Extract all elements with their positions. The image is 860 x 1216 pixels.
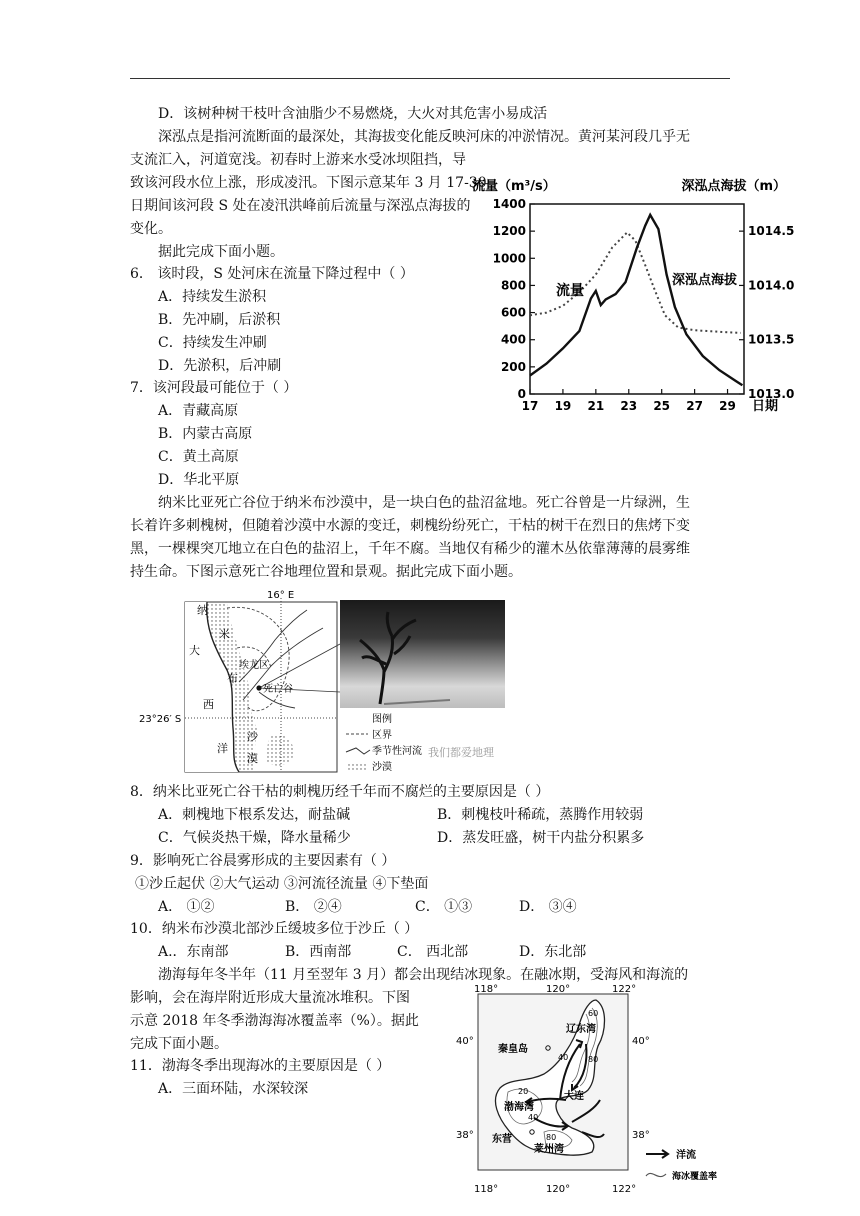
passage2-line: 长着许多刺槐树，但随着沙漠中水源的变迁，刺槐纷纷死亡，干枯的树干在烈日的焦烤下变 <box>130 518 690 534</box>
legend-title: 图例 <box>372 714 392 725</box>
q5-option-d: D．该树种树干枝叶含油脂少不易燃烧，大火对其危害小易成活 <box>158 106 548 122</box>
passage3-line: 完成下面小题。 <box>130 1036 228 1052</box>
left-tick-label: 1200 <box>492 224 526 239</box>
map-label-xi: 西 <box>203 698 214 711</box>
namibia-map <box>135 588 345 773</box>
q6-option-a: A．持续发生淤积 <box>158 289 267 305</box>
x-tick-label: 29 <box>719 399 736 413</box>
death-valley-photo <box>340 600 505 708</box>
contour-label: 20 <box>518 1087 529 1096</box>
x-tick-label: 27 <box>686 399 703 413</box>
namibia-map-legend <box>340 712 540 772</box>
legend-desert: 沙漠 <box>372 762 392 772</box>
place-bohai-bay: 渤海湾 <box>504 1102 534 1113</box>
right-tick-label: 1014.5 <box>748 224 795 239</box>
right-tick-label: 1014.0 <box>748 278 795 293</box>
q9-statements: ①沙丘起伏 ②大气运动 ③河流径流量 ④下垫面 <box>135 876 429 892</box>
watermark-text: 我们都爱地理 <box>428 746 494 759</box>
map-label-yang: 洋 <box>217 742 228 755</box>
left-axis-title: 流量（m³/s） <box>472 179 556 194</box>
map-label-bu: 布 <box>227 672 238 685</box>
q11-option-a: A．三面环陆，水深较深 <box>158 1081 309 1097</box>
passage1-line: 日期间该河段 S 处在凌汛洪峰前后流量与深泓点海拔的 <box>130 198 471 214</box>
place-liaodong-bay: 辽东湾 <box>566 1024 596 1035</box>
lon-label: 118° <box>474 1184 499 1194</box>
q10-option-a: A.．东南部 <box>158 944 229 960</box>
place-laizhou-bay: 莱州湾 <box>534 1144 564 1155</box>
passage1-line: 变化。 <box>130 221 172 237</box>
series-label-flow: 流量 <box>556 283 584 299</box>
death-valley-point <box>256 685 261 690</box>
question-7: 7．该河段最可能位于（ ） <box>130 380 298 396</box>
q9-option-a: A． ①② <box>158 899 215 915</box>
q7-option-d: D．华北平原 <box>158 472 240 488</box>
left-tick-label: 200 <box>500 359 526 374</box>
region-label: 埃龙区 <box>239 660 269 671</box>
left-tick-label: 600 <box>500 305 526 320</box>
right-tick-label: 1013.0 <box>748 387 795 401</box>
contour-label: 60 <box>588 1009 599 1018</box>
map-label-na: 纳 <box>197 604 208 617</box>
lat-label: 40° <box>632 1036 650 1047</box>
q6-option-d: D．先淤积，后冲刷 <box>158 358 282 374</box>
left-tick-label: 1000 <box>492 251 526 266</box>
passage1-line: 致该河段水位上涨，形成凌汛。下图示意某年 3 月 17-30 <box>130 175 487 191</box>
q8-option-a: A．刺槐地下根系发达，耐盐碱 <box>158 807 351 823</box>
passage1-line: 据此完成下面小题。 <box>158 244 284 260</box>
parallel-label: 23°26′ S <box>139 714 182 725</box>
meridian-label: 16° E <box>267 590 295 601</box>
q9-option-c: C． ①③ <box>415 899 473 915</box>
plot-frame <box>530 204 744 394</box>
q10-option-c: C． 西北部 <box>397 944 469 960</box>
q6-option-c: C．持续发生冲刷 <box>158 335 267 351</box>
passage1-line: 支流汇入，河道宽浅。初春时上游来水受冰坝阻挡，导 <box>130 152 466 168</box>
x-tick-label: 19 <box>554 399 572 413</box>
contour-label: 40 <box>558 1053 569 1062</box>
x-tick-label: 17 <box>521 399 539 413</box>
left-tick-label: 0 <box>517 387 526 401</box>
map-label-sha: 沙 <box>247 730 258 743</box>
x-tick-label: 25 <box>653 399 671 413</box>
legend-ice-symbol <box>646 1173 666 1176</box>
lon-label: 120° <box>546 1184 571 1194</box>
question-10: 10．纳米布沙漠北部沙丘缓坡多位于沙丘（ ） <box>130 921 419 937</box>
q8-option-d: D．蒸发旺盛，树干内盐分积累多 <box>437 830 645 846</box>
series-elevation-line <box>530 215 742 385</box>
left-tick-label: 800 <box>500 278 526 293</box>
contour-label: 80 <box>546 1133 557 1142</box>
contour-label: 80 <box>588 1055 599 1064</box>
passage3-line: 渤海每年冬半年（11 月至翌年 3 月）都会出现结冰现象。在融冰期，受海风和海流的 <box>158 967 689 983</box>
x-tick-label: 21 <box>587 399 605 413</box>
x-tick-label: 23 <box>620 399 638 413</box>
map-label-da: 大 <box>189 644 200 657</box>
q7-option-b: B．内蒙古高原 <box>158 426 253 442</box>
passage2-line: 黑，一棵棵突兀地立在白色的盐沼上，千年不腐。当地仅有稀少的灌木丛依靠薄薄的晨雾维 <box>130 541 690 557</box>
q8-option-c: C．气候炎热干燥，降水量稀少 <box>158 830 351 846</box>
place-dongying: 东营 <box>492 1134 512 1145</box>
bohai-sea-ice-map <box>448 982 738 1194</box>
contour-label: 40 <box>528 1113 539 1122</box>
lon-label: 122° <box>612 1184 637 1194</box>
passage2-line: 纳米比亚死亡谷位于纳米布沙漠中，是一块白色的盐沼盆地。死亡谷曾是一片绿洲，生 <box>158 495 690 511</box>
q8-option-b: B．刺槐枝叶稀疏，蒸腾作用较弱 <box>437 807 644 823</box>
q7-option-a: A．青藏高原 <box>158 403 239 419</box>
map-label-mi: 米 <box>219 628 230 641</box>
header-rule <box>130 78 730 79</box>
place-qinhuangdao: 秦皇岛 <box>498 1044 528 1055</box>
death-valley-label: 死亡谷 <box>263 684 293 695</box>
q10-option-b: B．西南部 <box>285 944 352 960</box>
question-6: 6． 该时段，S 处河床在流量下降过程中（ ） <box>130 266 414 282</box>
left-tick-label: 400 <box>500 332 526 347</box>
passage2-line: 持生命。下图示意死亡谷地理位置和景观。据此完成下面小题。 <box>130 564 522 580</box>
question-9: 9．影响死亡谷晨雾形成的主要因素有（ ） <box>130 853 396 869</box>
right-axis-title: 深泓点海拔（m） <box>681 179 786 194</box>
q9-option-d: D． ③④ <box>519 899 577 915</box>
q9-option-b: B． ②④ <box>285 899 342 915</box>
series-label-elevation: 深泓点海拔 <box>672 273 738 288</box>
lat-label: 40° <box>456 1036 474 1047</box>
q10-option-d: D．东北部 <box>519 944 587 960</box>
passage3-line: 示意 2018 年冬季渤海海冰覆盖率（%）。据此 <box>130 1013 419 1029</box>
legend-seasonal-river: 季节性河流 <box>372 746 422 757</box>
x-axis-title: 日期 <box>752 399 779 414</box>
legend-ice-coverage: 海冰覆盖率 <box>672 1172 718 1182</box>
legend-boundary: 区界 <box>372 730 392 741</box>
map-label-mo: 漠 <box>247 752 258 765</box>
question-8: 8．纳米比亚死亡谷干枯的刺槐历经千年而不腐烂的主要原因是（ ） <box>130 784 550 800</box>
right-tick-label: 1013.5 <box>748 332 795 347</box>
lon-label: 122° <box>612 984 637 995</box>
passage3-line: 影响，会在海岸附近形成大量流冰堆积。下图 <box>130 990 410 1006</box>
passage1-line: 深泓点是指河流断面的最深处，其海拔变化能反映河床的冲淤情况。黄河某河段几乎无 <box>158 129 690 145</box>
lat-label: 38° <box>632 1130 650 1141</box>
place-dalian: 大连 <box>564 1091 584 1102</box>
left-tick-label: 1400 <box>492 197 526 211</box>
q7-option-c: C．黄土高原 <box>158 449 239 465</box>
flow-elevation-chart <box>470 172 800 422</box>
lon-label: 118° <box>474 984 499 995</box>
question-11: 11．渤海冬季出现海冰的主要原因是（ ） <box>130 1058 391 1074</box>
legend-current: 洋流 <box>676 1150 696 1161</box>
q6-option-b: B．先冲刷，后淤积 <box>158 312 281 328</box>
lon-label: 120° <box>546 984 571 995</box>
lat-label: 38° <box>456 1130 474 1141</box>
